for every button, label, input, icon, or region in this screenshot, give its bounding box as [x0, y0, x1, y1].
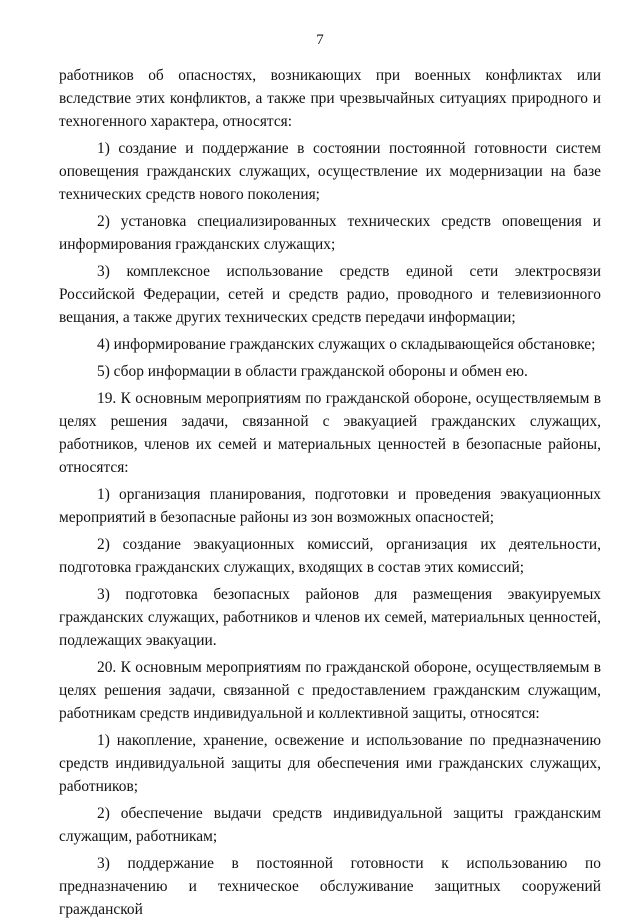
- list-item-5: 5) сбор информации в области гражданской обороны и обмен ею.: [97, 363, 528, 380]
- list-item-20-2: 2) обеспечение выдачи средств индивидуальной защиты гражданским служащим, работникам;: [59, 805, 601, 845]
- list-item-3: 3) комплексное использование средств единой сети электросвязи Российской Федерации, сетей и средств радио, проводного и телевизионного вещания, а также других технических средств передачи информации;: [59, 263, 601, 326]
- paragraph-continuation: работников об опасностях, возникающих при военных конфликтах или вследствие этих конфликтов, а также при чрезвычайных ситуациях природного и техногенного характера, относятся:: [59, 67, 601, 130]
- paragraph-19: 19. К основным мероприятиям по гражданской обороне, осуществляемым в целях решения задачи, связанной с эвакуацией гражданских служащих, работников, членов их семей и материальных ценностей в безопасные районы, относятся:: [59, 390, 601, 476]
- paragraph-20: 20. К основным мероприятиям по гражданской обороне, осуществляемым в целях решения задачи, связанной с предоставлением гражданским служащим, работникам средств индивидуальной и коллективной защиты, относятся:: [59, 659, 601, 722]
- list-item-4: 4) информирование гражданских служащих о складывающейся обстановке;: [97, 336, 596, 353]
- list-item-1: 1) создание и поддержание в состоянии постоянной готовности систем оповещения гражданских служащих, осуществление их модернизации на базе технических средств нового поколения;: [59, 140, 601, 203]
- list-item-19-1: 1) организация планирования, подготовки и проведения эвакуационных мероприятий в безопасные районы из зон возможных опасностей;: [59, 486, 601, 526]
- list-item-19-2: 2) создание эвакуационных комиссий, организация их деятельности, подготовка гражданских служащих, входящих в состав этих комиссий;: [59, 536, 601, 576]
- document-body: [59, 64, 601, 921]
- list-item-20-3: 3) поддержание в постоянной готовности к использованию по предназначению и техническое обслуживание защитных сооружений гражданской: [59, 855, 601, 918]
- list-item-20-1: 1) накопление, хранение, освежение и использование по предназначению средств индивидуальной защиты для обеспечения ими гражданских служащих, работников;: [59, 732, 601, 795]
- list-item-2: 2) установка специализированных технических средств оповещения и информирования гражданских служащих;: [59, 213, 601, 253]
- page-number: 7: [316, 32, 324, 48]
- list-item-19-3: 3) подготовка безопасных районов для размещения эвакуируемых гражданских служащих, работников и членов их семей, материальных ценностей, подлежащих эвакуации.: [59, 586, 601, 649]
